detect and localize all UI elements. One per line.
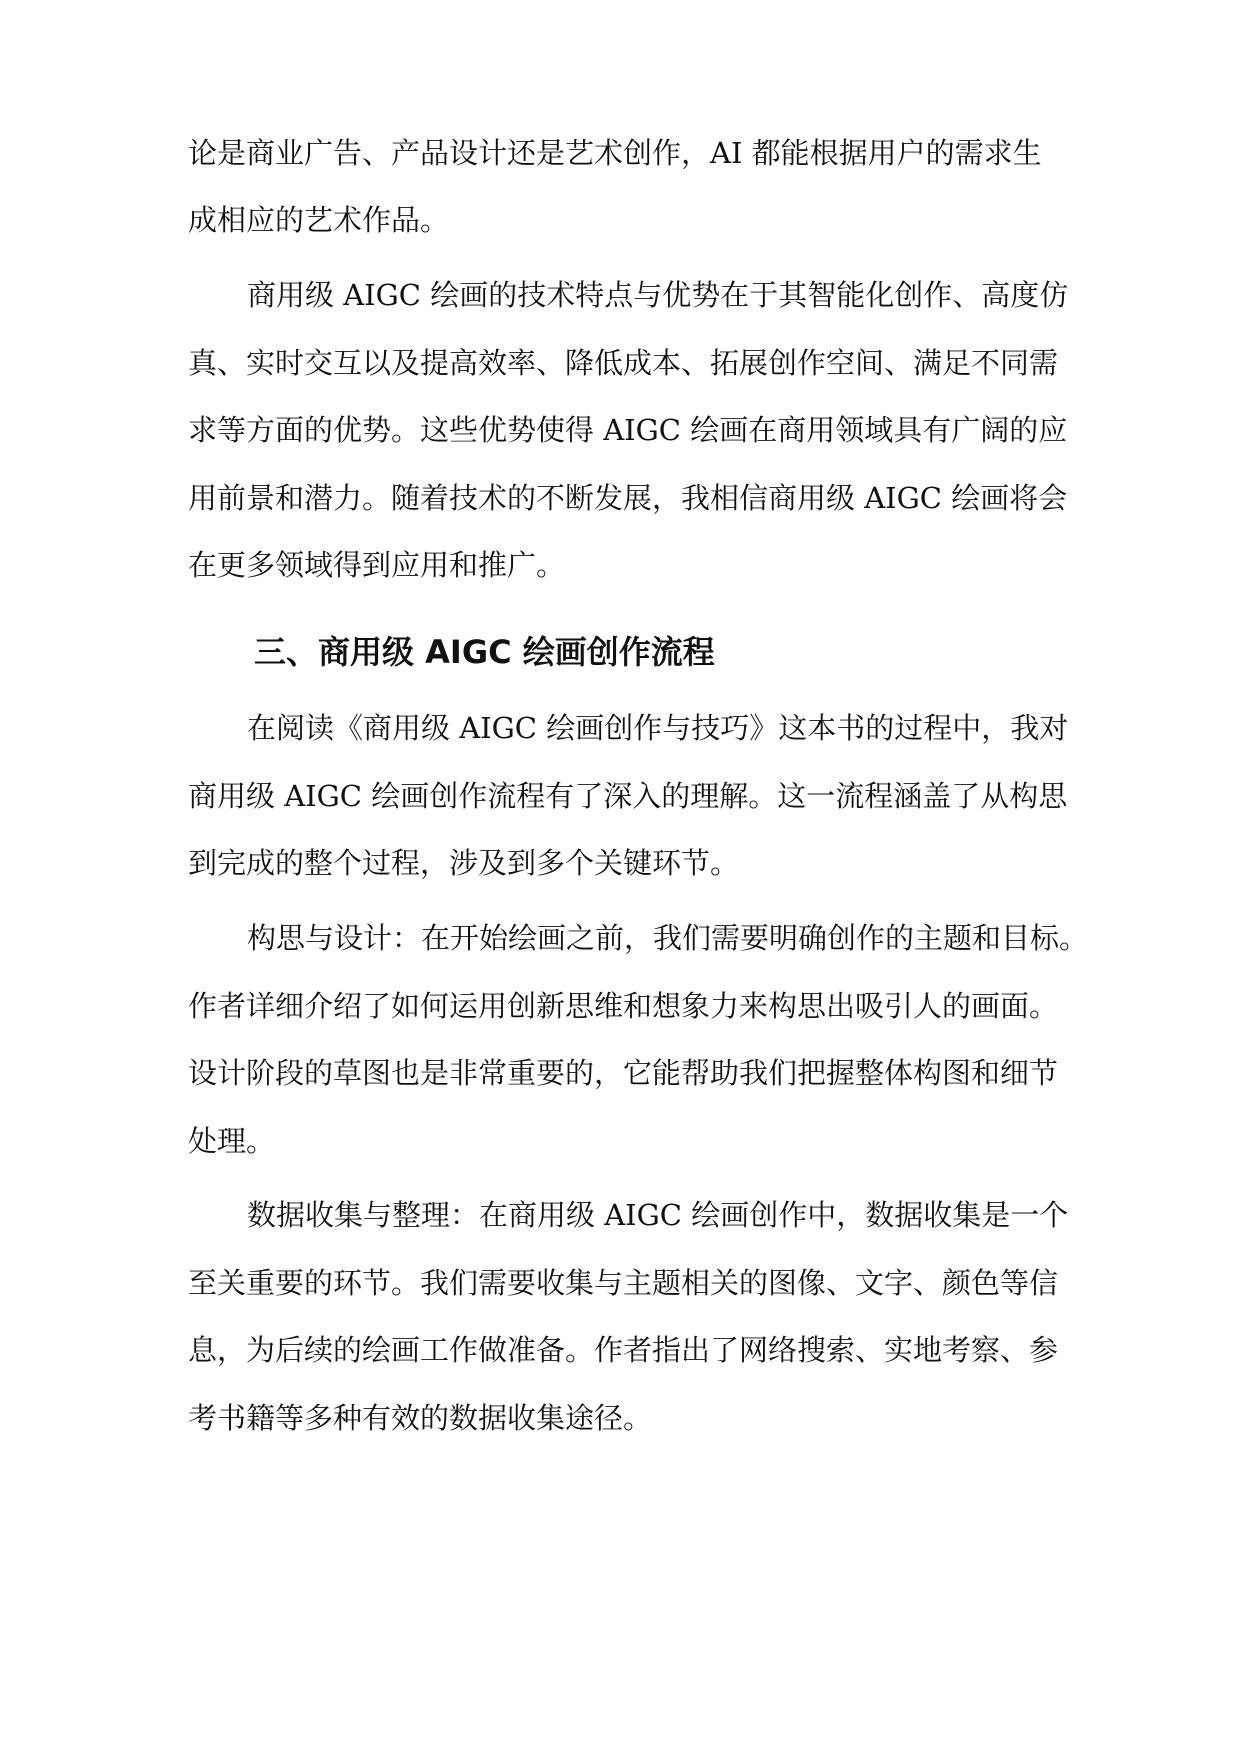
paragraph-line: 处理。: [188, 1124, 276, 1158]
paragraph-line: 真、实时交互以及提高效率、降低成本、拓展创作空间、满足不同需: [188, 346, 1059, 380]
paragraph-line: 设计阶段的草图也是非常重要的，它能帮助我们把握整体构图和细节: [188, 1056, 1059, 1090]
paragraph-line: 求等方面的优势。这些优势使得 AIGC 绘画在商用领域具有广阔的应: [188, 413, 1068, 447]
paragraph-line: 论是商业广告、产品设计还是艺术创作，AI 都能根据用户的需求生: [188, 136, 1042, 170]
paragraph-line: 息，为后续的绘画工作做准备。作者指出了网络搜索、实地考察、参: [188, 1333, 1059, 1367]
paragraph-line: 在阅读《商用级 AIGC 绘画创作与技巧》这本书的过程中，我对: [247, 711, 1069, 745]
paragraph-line: 商用级 AIGC 绘画创作流程有了深入的理解。这一流程涵盖了从构思: [188, 779, 1068, 813]
paragraph-line: 考书籍等多种有效的数据收集途径。: [188, 1401, 653, 1435]
paragraph-line: 构思与设计：在开始绘画之前，我们需要明确创作的主题和目标。: [247, 921, 1089, 955]
paragraph-line: 商用级 AIGC 绘画的技术特点与优势在于其智能化创作、高度仿: [247, 278, 1069, 312]
paragraph-line: 数据收集与整理：在商用级 AIGC 绘画创作中，数据收集是一个: [247, 1198, 1069, 1232]
paragraph-line: 在更多领域得到应用和推广。: [188, 548, 566, 582]
paragraph-line: 成相应的艺术作品。: [188, 203, 450, 237]
paragraph-line: 到完成的整个过程，涉及到多个关键环节。: [188, 846, 740, 880]
section-heading: 三、商用级 AIGC 绘画创作流程: [254, 633, 715, 671]
paragraph-line: 用前景和潜力。随着技术的不断发展，我相信商用级 AIGC 绘画将会: [188, 481, 1068, 515]
paragraph-line: 至关重要的环节。我们需要收集与主题相关的图像、文字、颜色等信: [188, 1266, 1059, 1300]
paragraph-line: 作者详细介绍了如何运用创新思维和想象力来构思出吸引人的画面。: [188, 989, 1059, 1023]
